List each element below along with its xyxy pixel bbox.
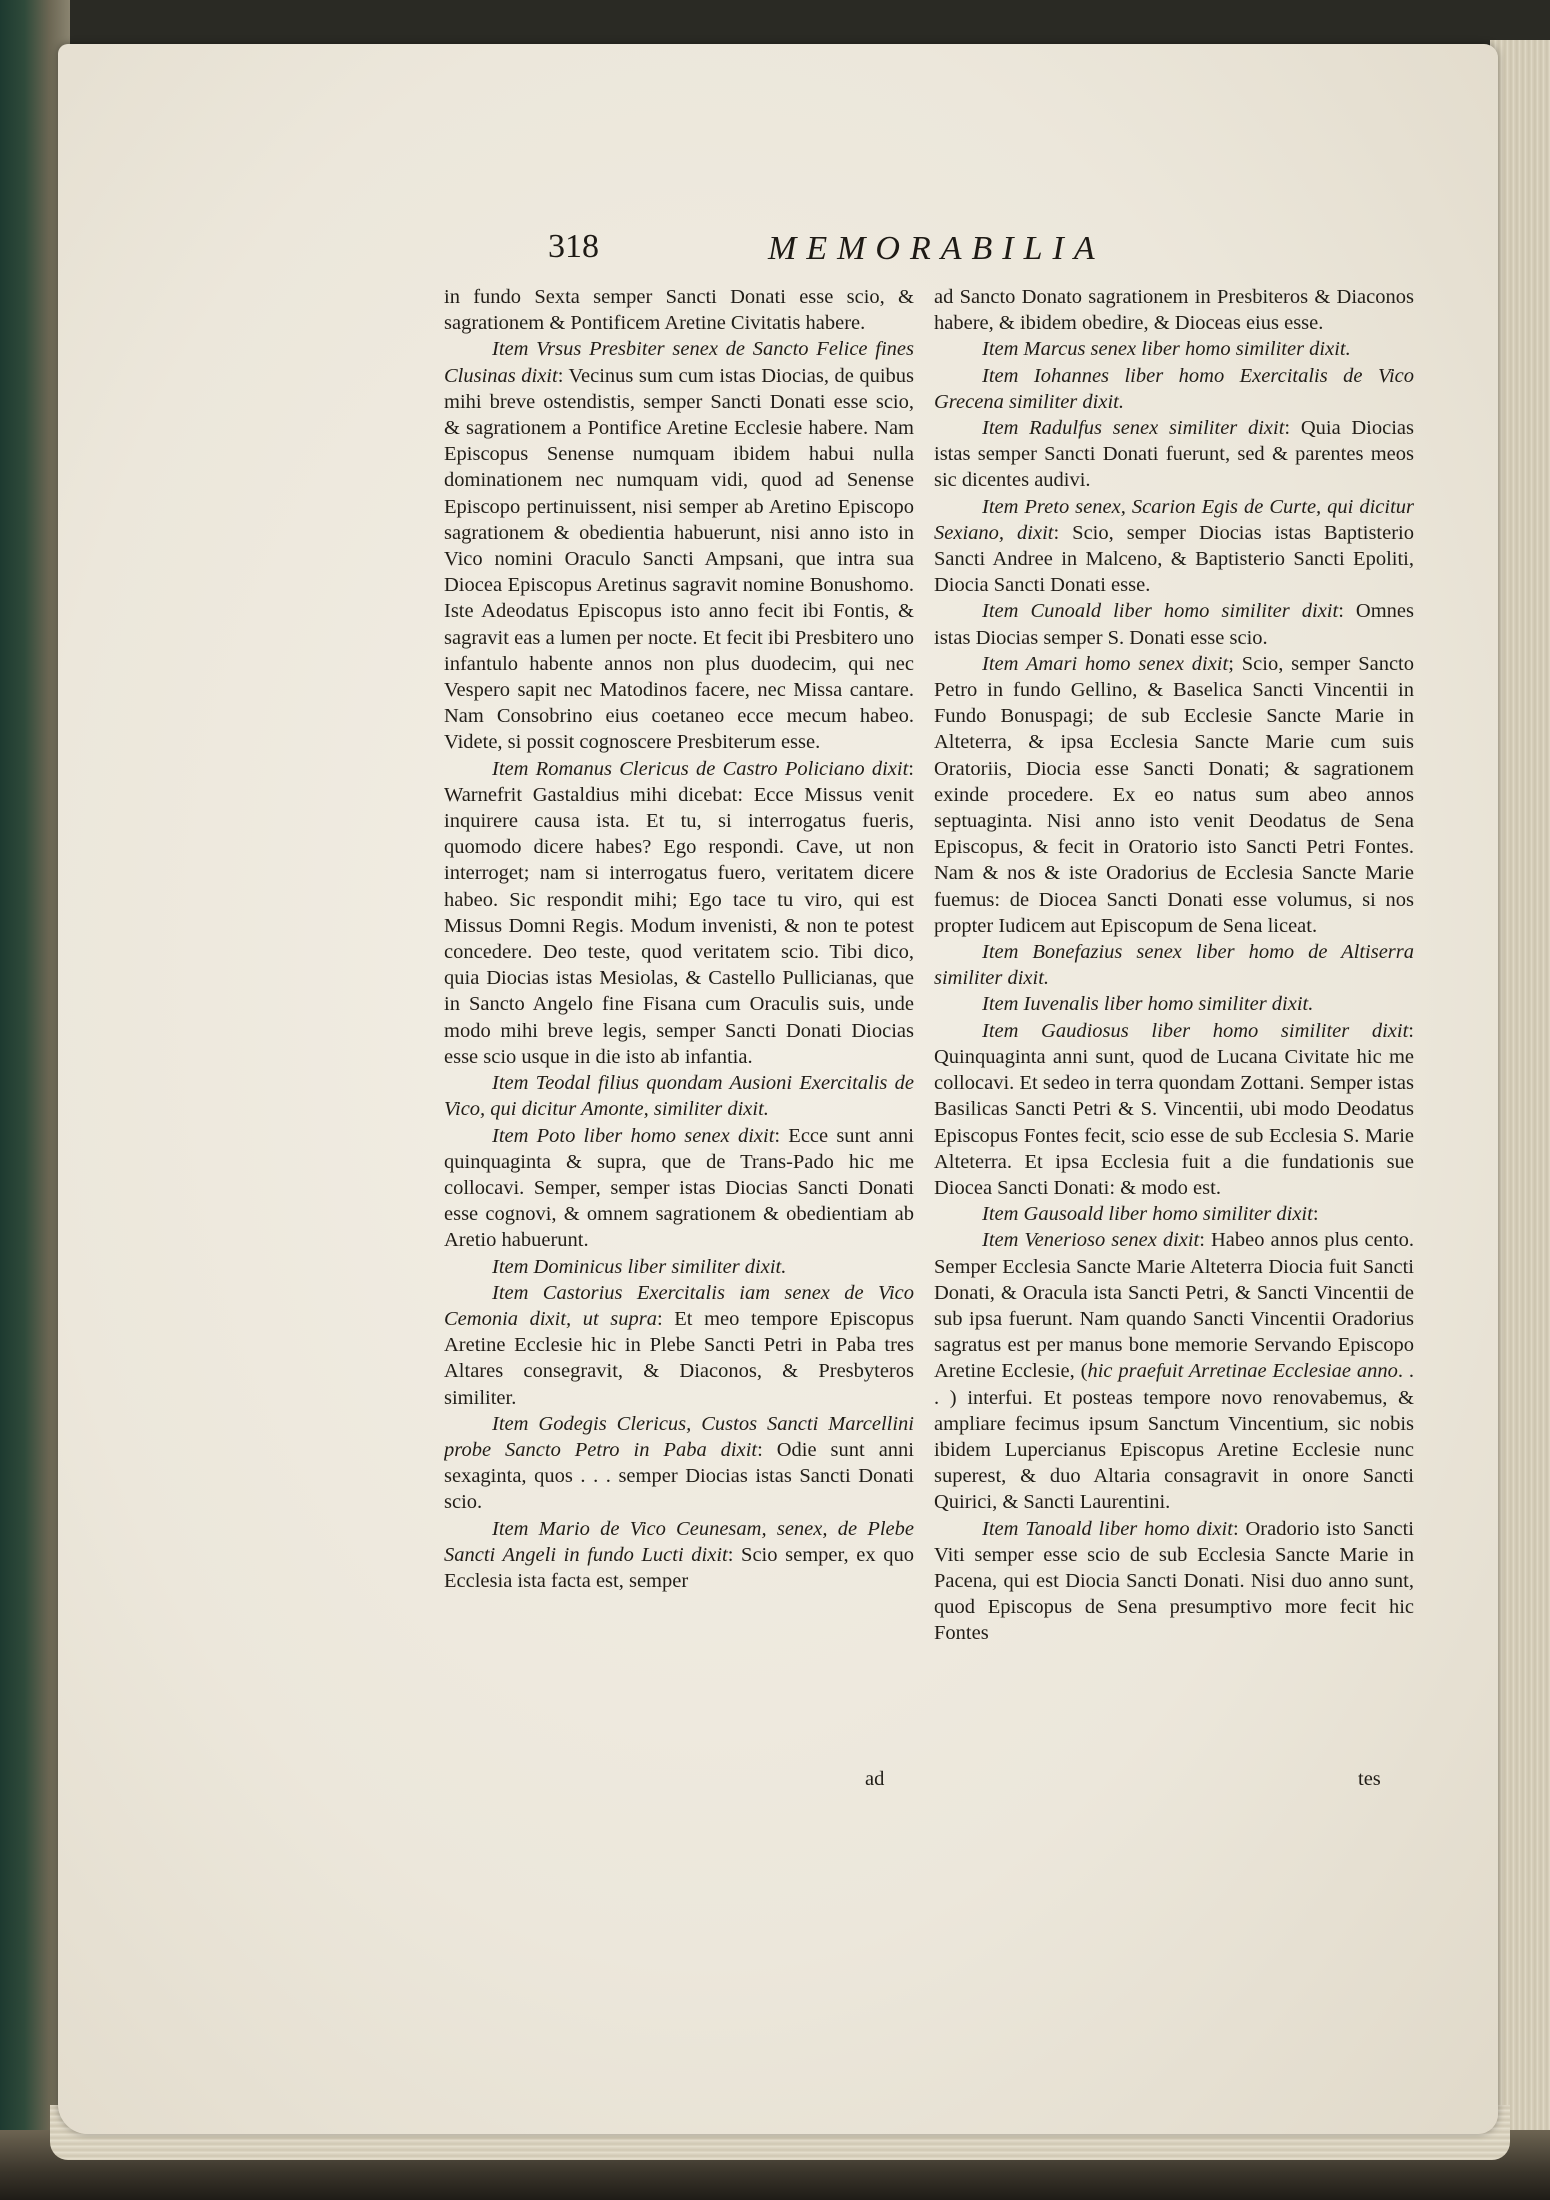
paragraph	[444, 284, 914, 336]
page-number: 318	[548, 228, 599, 265]
right-text-column	[934, 284, 1414, 1804]
paragraph	[444, 1280, 914, 1411]
paragraph	[934, 1227, 1414, 1515]
text-span: :	[1312, 1203, 1319, 1226]
italic-text: Item Castorius Exercitalis iam senex de Vico Cemonia dixit, ut supra	[444, 1281, 914, 1330]
text-span: : Odie sunt anni sexaginta, quos . . . semper Diocias istas Sancti Donati scio.	[444, 1438, 914, 1514]
italic-text: Item Radulfus senex similiter dixit	[982, 417, 1285, 440]
italic-text: Item Bonefazius senex liber homo de Altiserra similiter dixit.	[934, 941, 1414, 990]
paragraph	[934, 598, 1414, 650]
running-title: MEMORABILIA	[768, 230, 1105, 267]
text-span: . . . ) interfui. Et posteas tempore novo renovabemus, & ampliare fecimus ipsum Sanctum Vincentium, sic nobis ibidem Lupercianus Episcopus Aretine Ecclesie nunc superest, & duo Altaria consagravit in onore Sancti Quirici, & Sancti Laurentini.	[934, 1360, 1414, 1514]
italic-text: Item Iohannes liber homo Exercitalis de Vico Grecena similiter dixit.	[934, 364, 1414, 413]
paragraph	[444, 1411, 914, 1516]
paragraph	[444, 336, 914, 755]
left-text-column	[444, 284, 914, 1804]
paragraph	[444, 1254, 914, 1280]
italic-text: Item Preto senex, Scarion Egis de Curte, qui dicitur Sexiano, dixit	[934, 495, 1414, 544]
paragraph	[934, 336, 1414, 362]
italic-text: Item Romanus Clericus de Castro Policiano dixit	[492, 757, 909, 780]
paragraph	[444, 1516, 914, 1595]
text-span: : Oradorio isto Sancti Viti semper esse scio de sub Ecclesia Sancte Marie in Pacena, qui est Diocia Sancti Donati. Nisi duo anno sunt, quod Episcopus de Sena presumptivo more fecit hic Fontes	[934, 1517, 1414, 1645]
page-header	[548, 228, 1168, 274]
text-span: : Omnes istas Diocias semper S. Donati esse scio.	[934, 600, 1414, 649]
paragraph	[934, 415, 1414, 494]
text-span: : Scio semper, ex quo Ecclesia ista facta est, semper	[444, 1543, 914, 1592]
paragraph	[444, 1123, 914, 1254]
text-span: : Scio, semper Diocias istas Baptisterio Sancti Andree in Malceno, & Baptisterio Sancti Epoliti, Diocia Sancti Donati esse.	[934, 521, 1414, 597]
paragraph	[444, 756, 914, 1070]
paragraph	[934, 1201, 1414, 1227]
paragraph	[934, 363, 1414, 415]
text-span: : Et meo tempore Episcopus Aretine Ecclesie hic in Plebe Sancti Petri in Paba tres Altares consegravit, & Diaconos, & Presbyteros similiter.	[444, 1307, 914, 1409]
italic-text: Item Amari homo senex dixit	[982, 652, 1229, 675]
italic-text: Item Dominicus liber similiter dixit.	[492, 1255, 787, 1278]
text-span: : Quia Diocias istas semper Sancti Donati fuerunt, sed & parentes meos sic dicentes audivi.	[934, 417, 1414, 492]
italic-text: Item Tanoald liber homo dixit	[982, 1517, 1233, 1540]
italic-text: hic praefuit Arretinae Ecclesiae anno	[1087, 1360, 1398, 1383]
left-catchword: ad	[865, 1768, 885, 1790]
text-span: in fundo Sexta semper Sancti Donati esse scio, & sagrationem & Pontificem Aretine Civitatis habere.	[444, 286, 914, 335]
text-span: ; Scio, semper Sancto Petro in fundo Gellino, & Baselica Sancti Vincentii in Fundo Bonuspagi; de sub Ecclesie Sancte Marie in Alteterra, & ipsa Ecclesia Sancte Marie cum suis Oratoriis, Diocia esse Sancti Donati; & sagrationem exinde procedere. Ex eo natus sum abeo annos septuaginta. Nisi anno isto venit Deodatus de Sena Episcopus, & fecit in Oratorio isto Sancti Petri Fontes. Nam & nos & iste Oradorius de Ecclesia Sancte Marie fuemus: de Diocea Sancti Donati esse volumus, si nos propter Iudicem aut Episcopum de Sena liceat.	[934, 652, 1414, 937]
text-span: : Ecce sunt anni quinquaginta & supra, que de Trans-Pado hic me collocavi. Semper, semper istas Diocias Sancti Donati esse cognovi, & omnem sagrationem & obedientiam ab Aretio habuerunt.	[444, 1124, 914, 1252]
paragraph	[934, 494, 1414, 599]
paragraph	[444, 1070, 914, 1122]
italic-text: Item Marcus senex liber homo similiter dixit.	[982, 338, 1351, 361]
paragraph	[934, 991, 1414, 1017]
text-span: : Vecinus sum cum istas Diocias, de quibus mihi breve ostendistis, semper Sancti Donati esse scio, & sagrationem a Pontifice Aretine Ecclesie habere. Nam Episcopus Senense numquam ibidem habui nulla dominationem nec numquam vidi, quod ad Senense Episcopo pertinuissent, nisi semper ab Aretino Episcopo sagrationem & obedientia habuerunt, nisi anno isto in Vico nomini Oraculo Sancti Ampsani, que intra sua Diocea Episcopus Aretinus sagravit nomine Bonushomo. Iste Adeodatus Episcopus isto anno fecit ibi Fontis, & sagravit eas a lumen per nocte. Et fecit ibi Presbitero uno infantulo habente annos non plus duodecim, qui nec Vespero sapit nec Matodinos facere, nec Missa cantare. Nam Consobrino eius coetaneo ecce mecum habeo. Videte, si possit cognoscere Presbiterum esse.	[444, 364, 914, 754]
italic-text: Item Godegis Clericus, Custos Sancti Marcellini probe Sancto Petro in Paba dixit	[444, 1412, 914, 1461]
paragraph	[934, 284, 1414, 336]
italic-text: Item Gausoald liber homo similiter dixit	[982, 1203, 1313, 1226]
italic-text: Item Mario de Vico Ceunesam, senex, de Plebe Sancti Angeli in fundo Lucti dixit	[444, 1517, 914, 1566]
right-catchword: tes	[1358, 1768, 1381, 1790]
paragraph	[934, 1516, 1414, 1647]
italic-text: Item Teodal filius quondam Ausioni Exercitalis de Vico, qui dicitur Amonte, similiter dixit.	[444, 1072, 914, 1121]
paragraph	[934, 939, 1414, 991]
italic-text: Item Poto liber homo senex dixit	[492, 1124, 775, 1147]
text-span: ad Sancto Donato sagrationem in Presbiteros & Diaconos habere, & ibidem obedire, & Dioceas eius esse.	[934, 286, 1414, 335]
paragraph	[934, 1018, 1414, 1201]
italic-text: Item Gaudiosus liber homo similiter dixit	[982, 1019, 1409, 1042]
text-span: : Quinquaginta anni sunt, quod de Lucana Civitate hic me collocavi. Et sedeo in terra quondam Zottani. Semper istas Basilicas Sancti Petri & S. Vincentii, ubi modo Deodatus Episcopus Fontes fecit, scio esse de sub Ecclesia S. Marie Alteterra. Et ipsa Ecclesia fuit a die fundationis sue Diocea Sancti Donati: & modo est.	[934, 1019, 1414, 1199]
page-stack-right-edge	[1490, 40, 1550, 2140]
italic-text: Item Vrsus Presbiter senex de Sancto Felice fines Clusinas dixit	[444, 338, 914, 387]
italic-text: Item Venerioso senex dixit	[982, 1229, 1200, 1252]
paragraph	[934, 651, 1414, 939]
italic-text: Item Iuvenalis liber homo similiter dixit.	[982, 993, 1314, 1016]
italic-text: Item Cunoald liber homo similiter dixit	[982, 600, 1339, 623]
text-span: : Habeo annos plus cento. Semper Ecclesia Sancte Marie Alteterra Diocia fuit Sancti Donati, & Oracula ista Sancti Petri, & Sancti Vincentii de sub ipsa fuerunt. Nam quando Sancti Vincentii Oradorius sagratus est per manus bone memorie Servando Episcopo Aretine Ecclesie, (	[934, 1229, 1414, 1383]
text-span: : Warnefrit Gastaldius mihi dicebat: Ecce Missus venit inquirere causa ista. Et tu, si interrogatus fueris, quomodo dicere habes? Ego respondi. Cave, ut non interroget; nam si interrogatus fuero, veritatem dicere habeo. Sic respondit mihi; Ego tace tu viro, qui est Missus Domni Regis. Modum invenisti, & non te potest concedere. Deo teste, quod veritatem scio. Tibi dico, quia Diocias istas Mesiolas, & Castello Pullicianas, que in Sancto Angelo fine Fisana cum Oraculis suis, unde modo mihi breve legis, semper Sancti Donati Diocias esse scio usque in die isto ab infantia.	[444, 757, 914, 1068]
